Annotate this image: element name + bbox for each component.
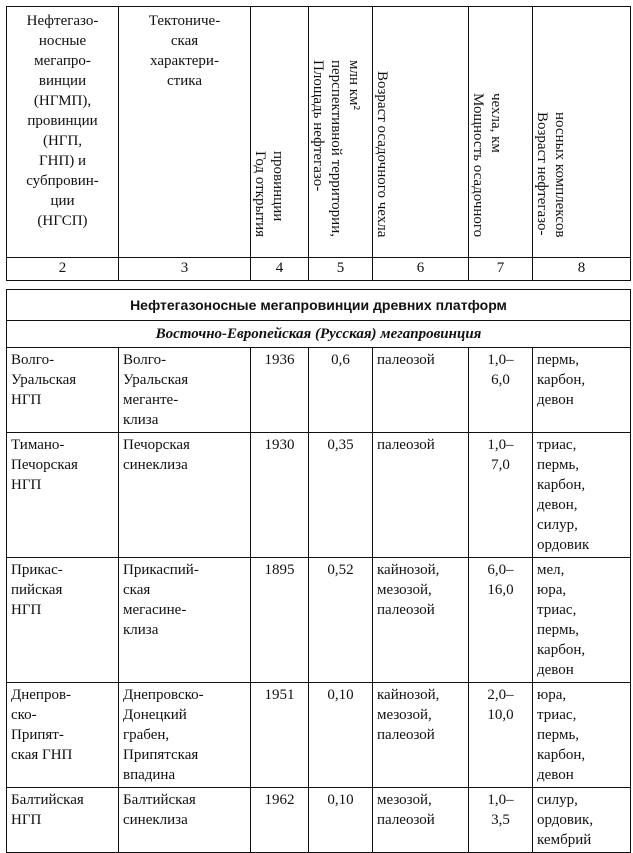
cover-age [373, 348, 469, 433]
cover-thickness [469, 788, 533, 853]
text-line: палеозой [377, 352, 435, 368]
tectonic-structure [119, 788, 251, 853]
text-line: 1,0– [487, 352, 514, 368]
header-tectonic [119, 7, 251, 258]
text-line: грабен, [123, 727, 170, 743]
text-line: стика [167, 73, 202, 89]
text-line: девон [537, 662, 574, 678]
text-line: Печорская [11, 457, 78, 473]
col-number: 8 [533, 258, 631, 281]
text-line: пермь, [537, 457, 580, 473]
text-line: Донецкий [123, 707, 187, 723]
text-line: клиза [123, 412, 159, 428]
text-line: 6,0 [491, 372, 510, 388]
text-line: девон [537, 392, 574, 408]
text-line: ции [50, 193, 75, 209]
cover-age [373, 558, 469, 683]
header-thickness [469, 7, 533, 258]
text-line: клиза [123, 622, 159, 638]
text-line: ская ГНП [11, 747, 73, 763]
subsection-row [7, 321, 631, 348]
text-line: 3,5 [491, 812, 510, 828]
text-line: Уральская [123, 372, 189, 388]
section-row [7, 290, 631, 321]
text-line: силур, [537, 517, 578, 533]
cover-age [373, 683, 469, 788]
text-line: НГП [11, 812, 42, 828]
text-line: юра, [537, 582, 567, 598]
prospective-area: 0,35 [309, 433, 373, 558]
cover-age [373, 788, 469, 853]
text-line: 1,0– [487, 792, 514, 808]
text-line: Волго- [123, 352, 167, 368]
text-line: (НГСП) [37, 213, 88, 229]
tectonic-structure [119, 558, 251, 683]
text-line: карбон, [537, 372, 586, 388]
text-line: ско- [11, 707, 37, 723]
text-line: девон [537, 767, 574, 783]
col-number: 5 [309, 258, 373, 281]
cover-thickness [469, 348, 533, 433]
text-line: юра, [537, 687, 567, 703]
text-line: перспективной территории, [328, 60, 344, 237]
text-line: субпровин- [26, 173, 99, 189]
text-line: 1,0– [487, 437, 514, 453]
oil-gas-provinces-table [6, 6, 631, 853]
prospective-area: 0,10 [309, 788, 373, 853]
prospective-area: 0,52 [309, 558, 373, 683]
tectonic-structure [119, 433, 251, 558]
table-row [7, 788, 631, 853]
text-line: пермь, [537, 727, 580, 743]
province-name [7, 558, 119, 683]
cover-thickness [469, 558, 533, 683]
text-line: палеозой [377, 602, 435, 618]
reservoir-complexes [533, 558, 631, 683]
text-line: Мощность осадочного [470, 92, 486, 237]
text-line: Припят- [11, 727, 64, 743]
header-cover-age [373, 7, 469, 258]
text-line: Волго- [11, 352, 55, 368]
text-line: Возраст осадочного чехла [374, 70, 390, 237]
text-line: пермь, [537, 352, 580, 368]
text-line: карбон, [537, 642, 586, 658]
discovery-year: 1930 [251, 433, 309, 558]
text-line: триас, [537, 707, 577, 723]
text-line: карбон, [537, 477, 586, 493]
col-number: 2 [7, 258, 119, 281]
table-row [7, 348, 631, 433]
prospective-area: 0,10 [309, 683, 373, 788]
text-line: пермь, [537, 622, 580, 638]
text-line: мезозой, [377, 707, 432, 723]
prospective-area: 0,6 [309, 348, 373, 433]
text-line: мегасине- [123, 602, 187, 618]
table-row [7, 433, 631, 558]
text-line: ГНП) и [38, 153, 87, 169]
text-line: мезозой, [377, 582, 432, 598]
text-line: мегантe- [123, 392, 179, 408]
table-row [7, 558, 631, 683]
text-line: ская [123, 582, 151, 598]
discovery-year: 1962 [251, 788, 309, 853]
text-line: палеозой [377, 812, 435, 828]
cover-thickness [469, 433, 533, 558]
header-year [251, 7, 309, 258]
text-line: Уральская [11, 372, 77, 388]
text-line: НГП [11, 477, 42, 493]
text-line: пийская [11, 582, 63, 598]
text-line: Днепровско- [123, 687, 204, 703]
text-line: Припятская [123, 747, 199, 763]
text-line: чехла, км [488, 92, 504, 153]
text-line: провинции [270, 150, 286, 222]
province-name [7, 433, 119, 558]
col-number: 6 [373, 258, 469, 281]
header-area [309, 7, 373, 258]
text-line: 10,0 [487, 707, 514, 723]
cover-thickness [469, 683, 533, 788]
text-line: Балтийская [11, 792, 84, 808]
col-number: 3 [119, 258, 251, 281]
text-line: карбон, [537, 747, 586, 763]
province-name [7, 788, 119, 853]
text-line: НГП [11, 392, 42, 408]
text-line: провинции [27, 113, 98, 129]
text-line: (НГП, [42, 133, 83, 149]
text-line: мезозой, [377, 792, 432, 808]
reservoir-complexes [533, 788, 631, 853]
text-line: мегапро- [34, 53, 91, 69]
text-line: палеозой [377, 437, 435, 453]
text-line: винции [38, 73, 87, 89]
text-line: Тимано- [11, 437, 65, 453]
text-line: Балтийская [123, 792, 196, 808]
province-name [7, 683, 119, 788]
text-line: 6,0– [487, 562, 514, 578]
reservoir-complexes [533, 683, 631, 788]
province-name [7, 348, 119, 433]
text-line: Днепров- [11, 687, 72, 703]
text-line: силур, [537, 792, 578, 808]
text-line: кембрий [537, 832, 592, 848]
text-line: Тектониче- [148, 13, 221, 29]
text-line: Нефтегазо- [26, 13, 99, 29]
text-line: млн км² [346, 60, 362, 111]
text-line: кайнозой, [377, 687, 440, 703]
text-line: триас, [537, 602, 577, 618]
column-numbers-row [7, 258, 631, 281]
discovery-year: 1936 [251, 348, 309, 433]
text-line: Площадь нефтегазо- [310, 60, 326, 192]
spacer [7, 281, 631, 290]
text-line: Возраст нефтегазо- [534, 111, 550, 236]
discovery-year: 1895 [251, 558, 309, 683]
text-line: характери- [150, 53, 219, 69]
text-line: (НГМП), [33, 93, 92, 109]
text-line: девон, [537, 497, 578, 513]
text-line: синеклиза [123, 812, 188, 828]
col-number: 4 [251, 258, 309, 281]
text-line: 16,0 [487, 582, 514, 598]
text-line: 7,0 [491, 457, 510, 473]
header-row [7, 7, 631, 258]
cover-age [373, 433, 469, 558]
tectonic-structure [119, 683, 251, 788]
text-line: Прикас- [11, 562, 63, 578]
subsection-title: Восточно-Европейская (Русская) мегапровинция [7, 321, 631, 348]
text-line: ордовик, [537, 812, 594, 828]
text-line: НГП [11, 602, 42, 618]
header-complexes-age [533, 7, 631, 258]
col-number: 7 [469, 258, 533, 281]
text-line: триас, [537, 437, 577, 453]
text-line: палеозой [377, 727, 435, 743]
text-line: мел, [537, 562, 565, 578]
text-line: Год открытия [252, 150, 268, 237]
text-line: Прикаспий- [123, 562, 199, 578]
text-line: синеклиза [123, 457, 188, 473]
text-line: 2,0– [487, 687, 514, 703]
section-title: Нефтегазоносные мегапровинции древних платформ [7, 290, 631, 321]
reservoir-complexes [533, 348, 631, 433]
text-line: ская [170, 33, 199, 49]
text-line: носные [38, 33, 87, 49]
text-line: ордовик [537, 537, 590, 553]
text-line: впадина [123, 767, 176, 783]
tectonic-structure [119, 348, 251, 433]
reservoir-complexes [533, 433, 631, 558]
table-row [7, 683, 631, 788]
text-line: кайнозой, [377, 562, 440, 578]
discovery-year: 1951 [251, 683, 309, 788]
text-line: Печорская [123, 437, 190, 453]
text-line: носных комплексов [552, 111, 568, 237]
header-province [7, 7, 119, 258]
